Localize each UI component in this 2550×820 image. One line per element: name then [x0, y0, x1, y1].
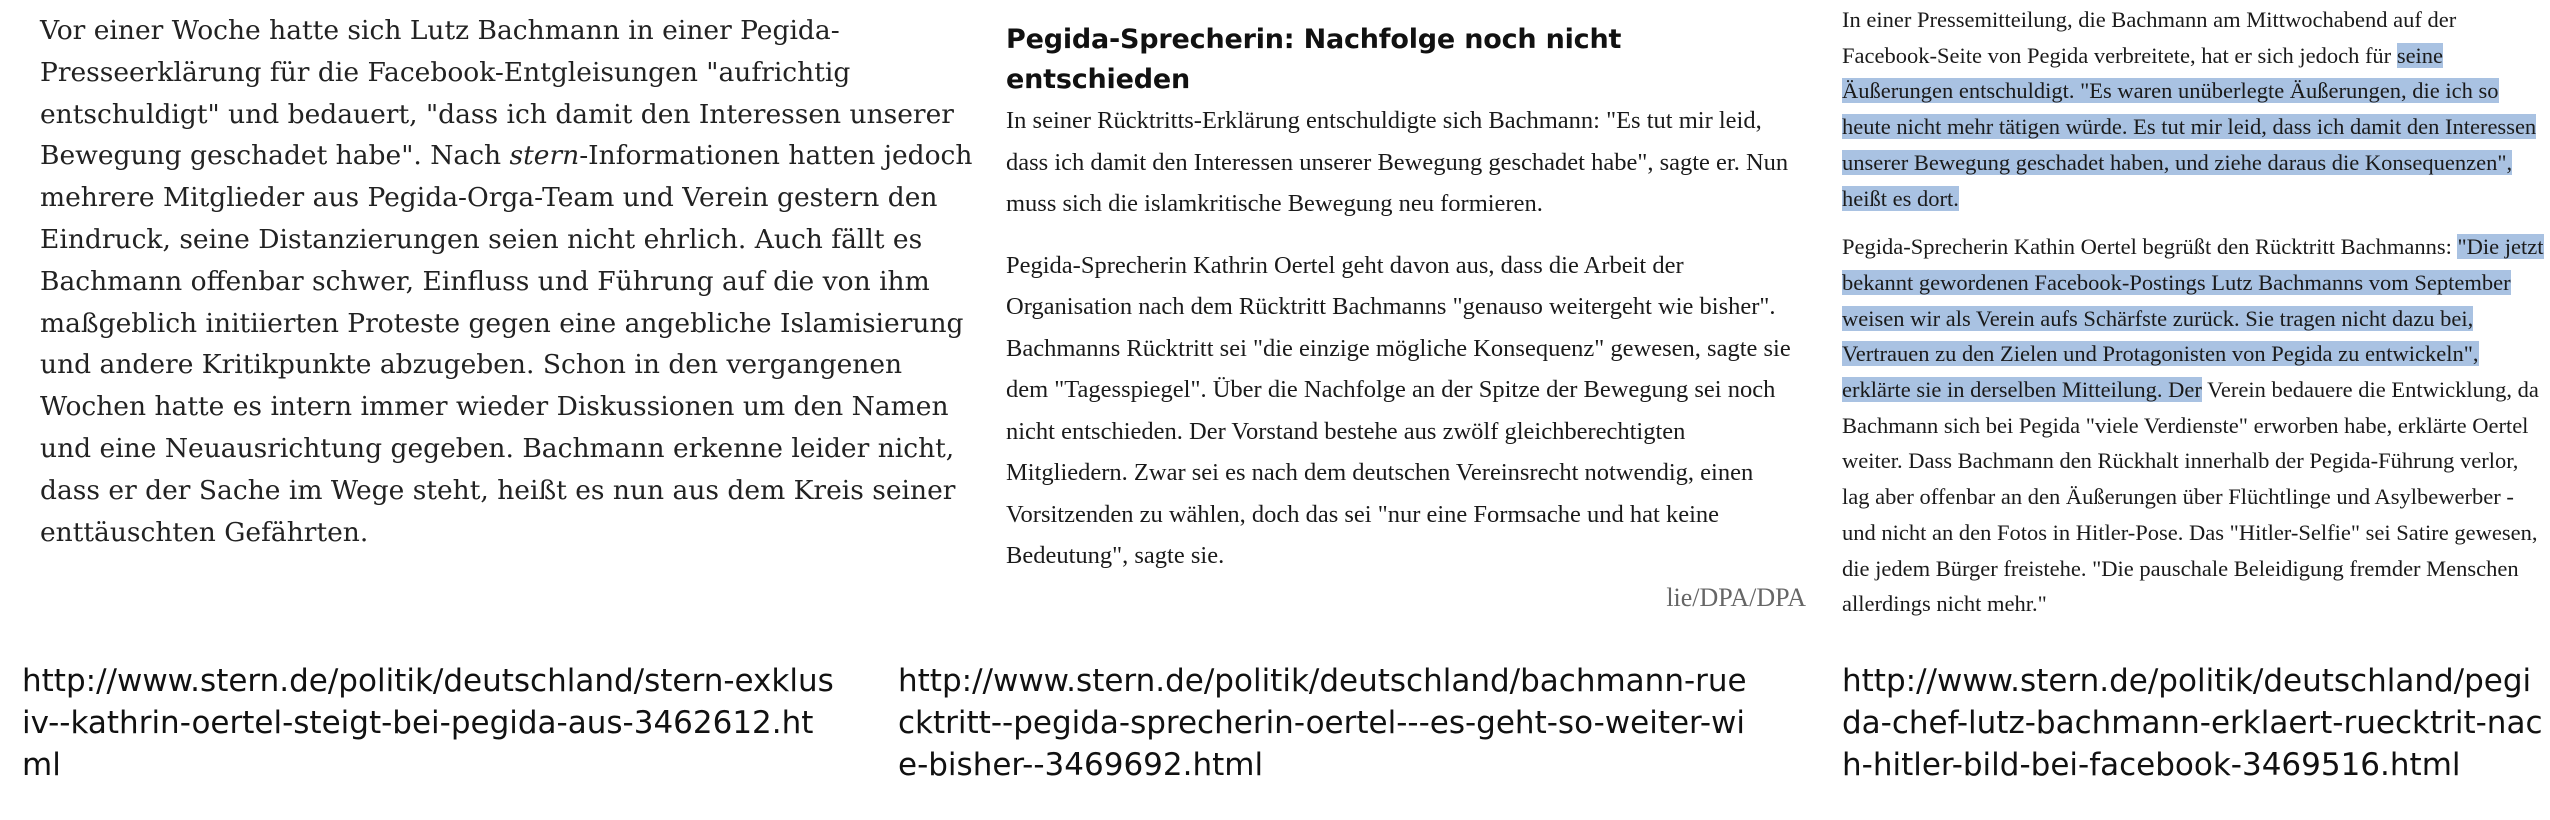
- article-3-p2-plain: Pegida-Sprecherin Kathin Oertel begrüßt den Rücktritt Bachmanns:: [1842, 234, 2458, 260]
- article-3-p1-plain: In einer Pressemitteilung, die Bachmann am Mittwochabend auf der Facebook-Seite von Pegida verbreitete, hat er sich jedoch für: [1842, 7, 2457, 68]
- article-2-heading: Pegida-Sprecherin: Nachfolge noch nicht entschieden: [1006, 24, 1622, 95]
- source-url-2: http://www.stern.de/politik/deutschland/bachmann-ruecktritt--pegida-sprecherin-oertel---es-geht-so-weiter-wie-bisher--3469692.html: [898, 663, 1747, 783]
- article-3-p1-highlight: seine Äußerungen entschuldigt. "Es waren unüberlegte Äußerungen, die ich so heute nicht mehr tätigen würde. Es tut mir leid, dass ich damit den Interessen unserer Bewegung geschadet haben, und ziehe daraus die Konsequenzen", heißt es dort.: [1842, 42, 2537, 211]
- article-1-stern-italic: stern: [509, 140, 580, 172]
- article-1-paragraph: [40, 10, 990, 553]
- article-2-paragraph-2: Pegida-Sprecherin Kathrin Oertel geht davon aus, dass die Arbeit der Organisation nach dem Rücktritt Bachmanns "genauso weitergeht wie bisher". Bachmanns Rücktritt sei "die einzige mögliche Konsequenz" gewesen, sagte sie dem "Tagesspiegel". Über die Nachfolge an der Spitze der Bewegung sei noch nicht entschieden. Der Vorstand bestehe aus zwölf gleichberechtigten Mitgliedern. Zwar sei es nach dem deutschen Vereinsrecht notwendig, einen Vorsitzenden zu wählen, doch das sei "nur eine Formsache und hat keine Bedeutung", sagte sie.: [1006, 251, 1791, 569]
- article-excerpt-3: [1830, 0, 2550, 622]
- article-3-paragraph-2: [1842, 229, 2548, 622]
- article-2-paragraph-1: In seiner Rücktritts-Erklärung entschuldigte sich Bachmann: "Es tut mir leid, dass ich damit den Interessen unserer Bewegung geschadet habe", sagte er. Nun muss sich die islamkritische Bewegung neu formieren.: [1006, 107, 1789, 217]
- source-url-1: http://www.stern.de/politik/deutschland/stern-exklusiv--kathrin-oertel-steigt-bei-pegida-aus-3462612.html: [22, 663, 834, 783]
- article-3-p2-rest: Verein bedauere die Entwicklung, da Bachmann sich bei Pegida "viele Verdienste" erworben habe, erklärte Oertel weiter. Dass Bachmann den Rückhalt innerhalb der Pegida-Führung verlor, lag aber offenbar an den Äußerungen über Flüchtlinge und Asylbewerber - und nicht an den Fotos in Hitler-Pose. Das "Hitler-Selfie" sei Satire gewesen, die jedem Bürger freistehe. "Die pauschale Beleidigung fremder Menschen allerdings nicht mehr.": [1842, 377, 2539, 617]
- article-3-p2-highlight: "Die jetzt bekannt gewordenen Facebook-Postings Lutz Bachmanns vom September weisen wir als Verein aufs Schärfste zurück. Sie tragen nicht dazu bei, Vertrauen zu den Zielen und Protagonisten von Pegida zu entwickeln", erklärte sie in derselben Mitteilung. Der: [1842, 234, 2544, 403]
- article-1-text-a: Vor einer Woche hatte sich Lutz Bachmann in einer Pegida-Presseerklärung für die Facebook-Entgleisungen "aufrichtig entschuldigt" und bedauert, "dass ich damit den Interessen unserer Bewegung geschadet habe". Nach: [40, 15, 954, 172]
- source-url-3: http://www.stern.de/politik/deutschland/pegida-chef-lutz-bachmann-erklaert-ruecktrit-nach-hitler-bild-bei-facebook-3469516.html: [1842, 663, 2543, 783]
- article-1-text-b: -Informationen hatten jedoch mehrere Mitglieder aus Pegida-Orga-Team und Verein gestern den Eindruck, seine Distanzierungen seien nicht ehrlich. Auch fällt es Bachmann offenbar schwer, Einfluss und Führung auf die von ihm maßgeblich initiierten Proteste gegen eine angebliche Islamisierung und andere Kritikpunkte abzugeben. Schon in den vergangenen Wochen hatte es intern immer wieder Diskussionen um den Namen und eine Neuausrichtung gegeben. Bachmann erkenne leider nicht, dass er der Sache im Wege steht, heißt es nun aus dem Kreis seiner enttäuschten Gefährten.: [40, 140, 973, 548]
- article-excerpt-2: [990, 0, 1810, 613]
- article-2-credit: lie/DPA/DPA: [1666, 582, 1806, 612]
- article-excerpt-1: [0, 0, 990, 553]
- article-3-paragraph-1: [1842, 2, 2548, 216]
